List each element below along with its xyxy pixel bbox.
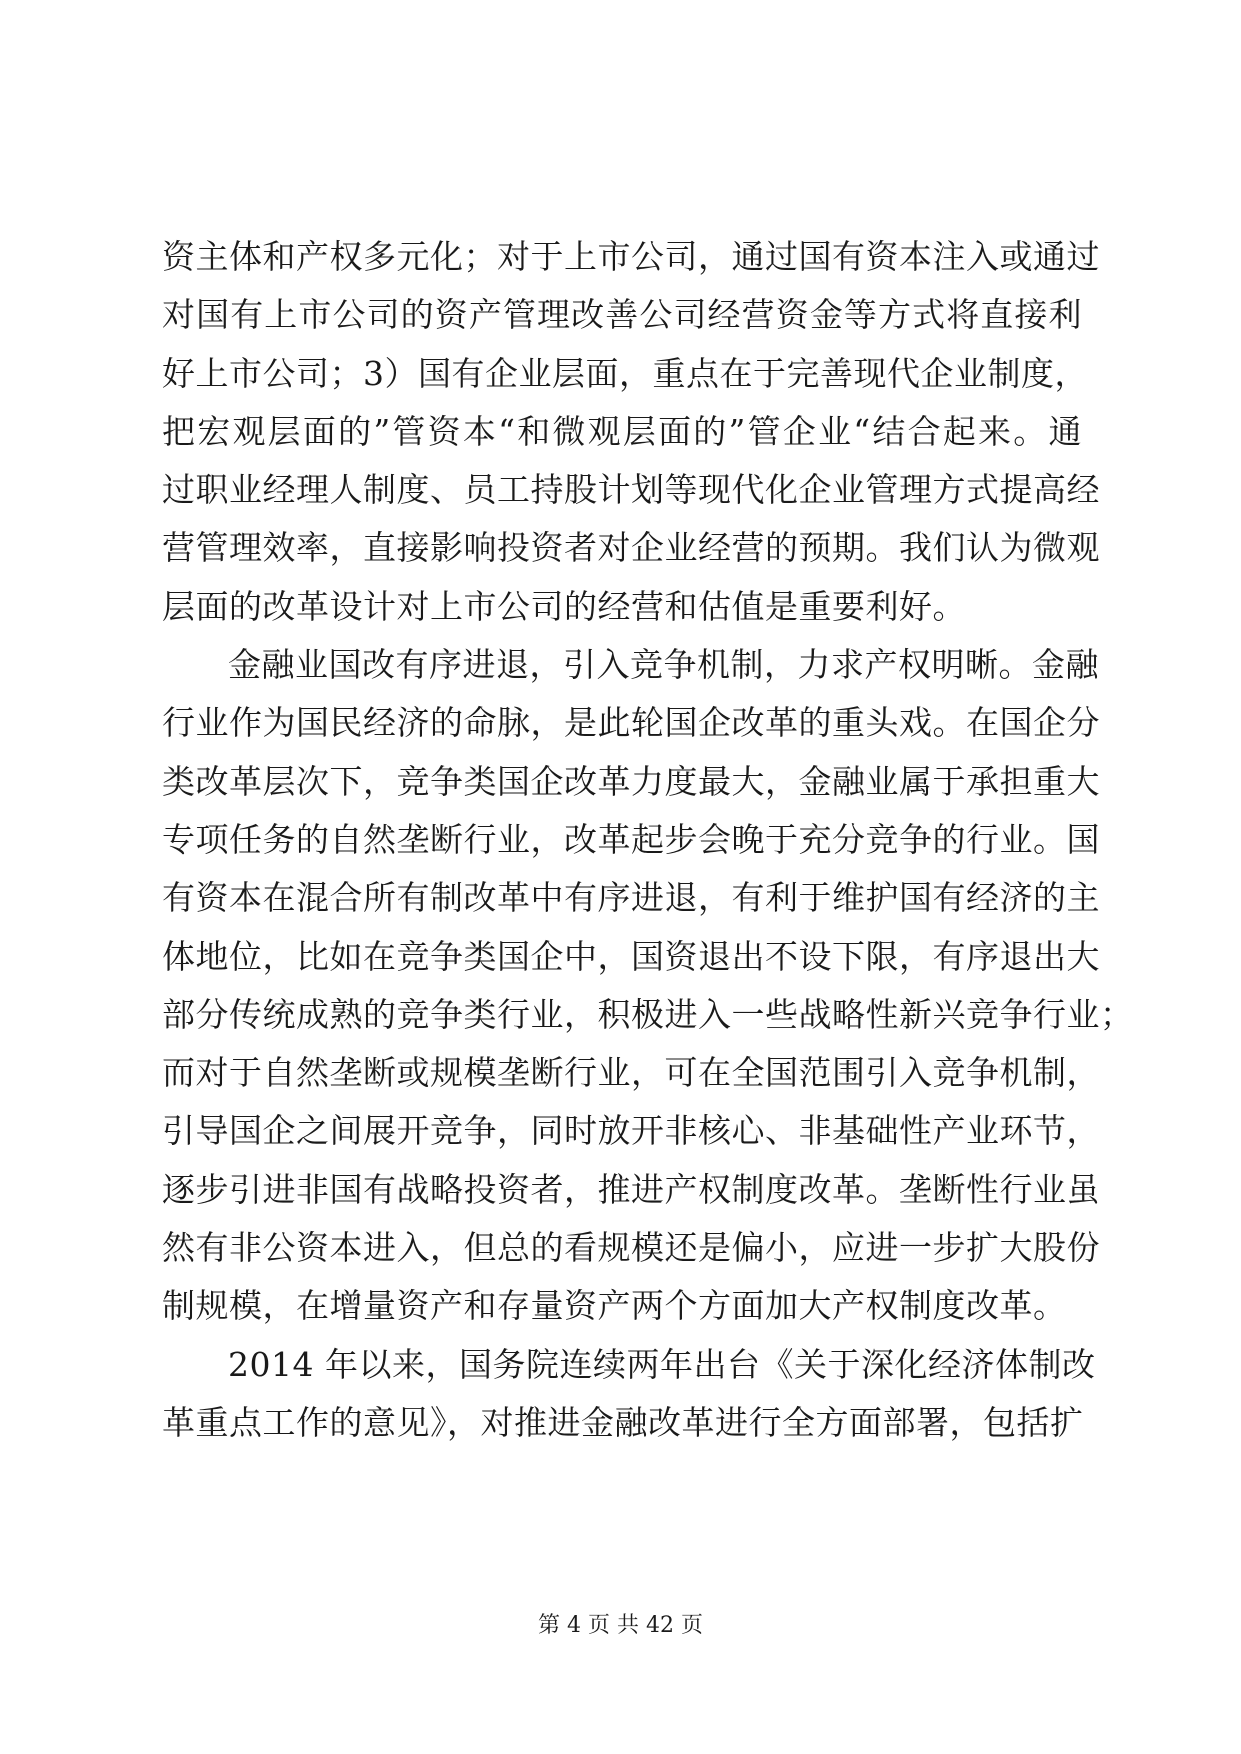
text-line: 行业作为国民经济的命脉，是此轮国企改革的重头戏。在国企分	[162, 703, 1100, 743]
text-line: 层面的改革设计对上市公司的经营和估值是重要利好。	[162, 586, 966, 626]
text-line: 专项任务的自然垄断行业，改革起步会晚于充分竞争的行业。国	[162, 819, 1100, 859]
text-line: 然有非公资本进入，但总的看规模还是偏小，应进一步扩大股份	[162, 1228, 1100, 1268]
text-line: 营管理效率，直接影响投资者对企业经营的预期。我们认为微观	[162, 528, 1100, 568]
text-line: 引导国企之间展开竞争，同时放开非核心、非基础性产业环节，	[162, 1111, 1100, 1151]
text-line: 而对于自然垄断或规模垄断行业，可在全国范围引入竞争机制，	[162, 1053, 1100, 1093]
text-line: 金融业国改有序进退，引入竞争机制，力求产权明晰。金融	[228, 645, 1099, 685]
text-line: 制规模，在增量资产和存量资产两个方面加大产权制度改革。	[162, 1286, 1067, 1326]
text-line: 有资本在混合所有制改革中有序进退，有利于维护国有经济的主	[162, 878, 1100, 918]
text-line: 部分传统成熟的竞争类行业，积极进入一些战略性新兴竞争行业；	[162, 994, 1134, 1034]
text-line: 体地位，比如在竞争类国企中，国资退出不设下限，有序退出大	[162, 936, 1100, 976]
text-line: 好上市公司；3）国有企业层面，重点在于完善现代企业制度，	[162, 353, 1088, 393]
text-line: 革重点工作的意见》，对推进金融改革进行全方面部署，包括扩	[162, 1402, 1084, 1442]
body-text	[162, 228, 1134, 1452]
text-line: 逐步引进非国有战略投资者，推进产权制度改革。垄断性行业虽	[162, 1169, 1100, 1209]
text-line: 类改革层次下，竞争类国企改革力度最大，金融业属于承担重大	[162, 761, 1100, 801]
text-line: 过职业经理人制度、员工持股计划等现代化企业管理方式提高经	[162, 470, 1100, 510]
text-line: 把宏观层面的”管资本“和微观层面的”管企业“结合起来。通	[162, 411, 1082, 451]
text-line: 2014 年以来，国务院连续两年出台《关于深化经济体制改	[228, 1344, 1096, 1384]
text-line: 资主体和产权多元化；对于上市公司，通过国有资本注入或通过	[162, 237, 1100, 276]
text-line: 对国有上市公司的资产管理改善公司经营资金等方式将直接利	[162, 295, 1082, 335]
page-footer: 第 4 页 共 42 页	[538, 1613, 703, 1638]
